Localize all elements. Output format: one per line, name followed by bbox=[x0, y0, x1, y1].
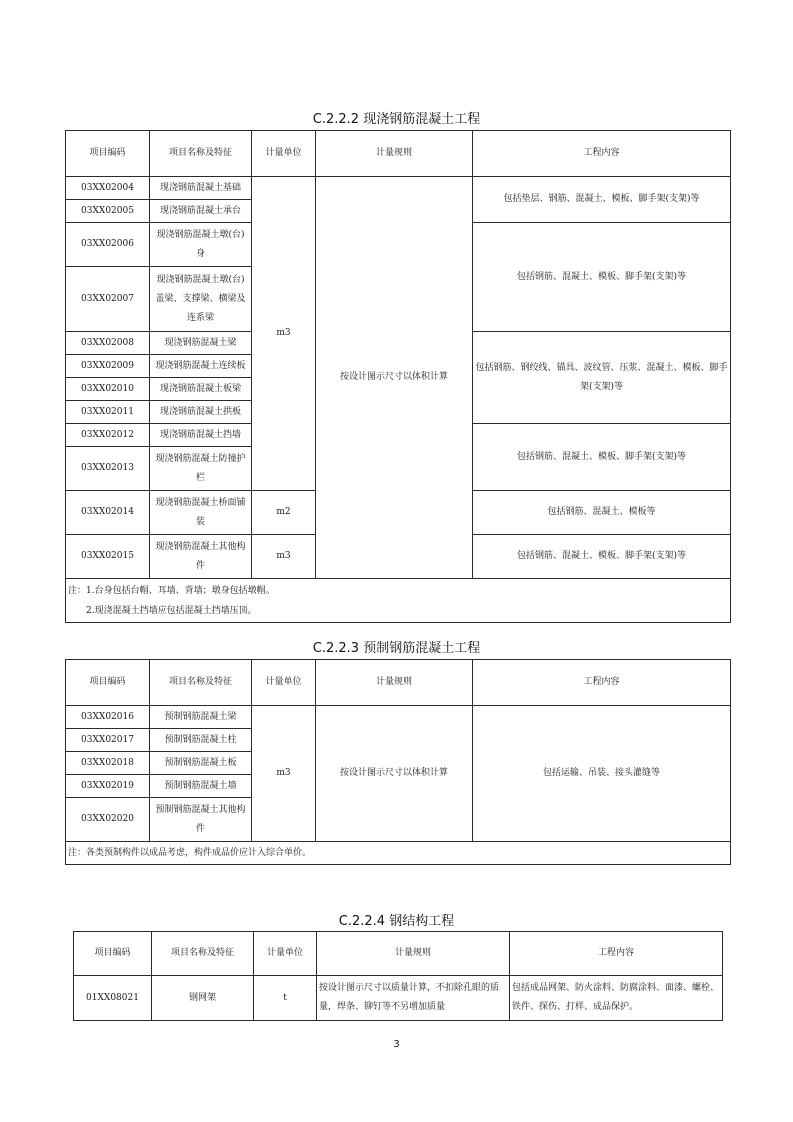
item-code: 03XX02016 bbox=[66, 706, 150, 729]
table-precast bbox=[65, 659, 731, 865]
work-cell: 包括钢筋、混凝土、模板、脚手架(支架)等 bbox=[473, 535, 731, 579]
item-code: 01XX08021 bbox=[74, 976, 152, 1021]
item-name: 现浇钢筋混凝土桥面铺装 bbox=[150, 491, 252, 535]
unit-cell: t bbox=[254, 976, 317, 1021]
table-steel bbox=[73, 931, 723, 1021]
unit-cell: m2 bbox=[252, 491, 316, 535]
section-title-c223: C.2.2.3 预制钢筋混凝土工程 bbox=[312, 641, 481, 656]
item-name: 现浇钢筋混凝土拱板 bbox=[150, 401, 252, 424]
item-name: 现浇钢筋混凝土防撞护栏 bbox=[150, 447, 252, 491]
header-code: 项目编码 bbox=[66, 660, 150, 706]
unit-cell: m3 bbox=[252, 535, 316, 579]
header-rule: 计量规则 bbox=[316, 660, 473, 706]
item-code: 03XX02018 bbox=[66, 752, 150, 775]
work-cell: 包括运输、吊装、接头灌缝等 bbox=[473, 706, 731, 842]
table-header-row bbox=[74, 932, 723, 976]
header-work: 工程内容 bbox=[473, 131, 731, 177]
header-unit: 计量单位 bbox=[252, 131, 316, 177]
table-row bbox=[66, 706, 731, 729]
item-name: 预制钢筋混凝土柱 bbox=[150, 729, 252, 752]
table-row bbox=[74, 976, 723, 1021]
page-number: 3 bbox=[393, 1039, 400, 1050]
item-name: 钢网架 bbox=[152, 976, 254, 1021]
header-rule: 计量规则 bbox=[317, 932, 510, 976]
work-cell: 包括钢筋、混凝土、模板、脚手架(支架)等 bbox=[473, 424, 731, 491]
item-code: 03XX02011 bbox=[66, 401, 150, 424]
item-name: 现浇钢筋混凝土板梁 bbox=[150, 378, 252, 401]
unit-cell: m3 bbox=[252, 177, 316, 491]
table-note bbox=[66, 579, 731, 623]
header-code: 项目编码 bbox=[74, 932, 152, 976]
item-code: 03XX02010 bbox=[66, 378, 150, 401]
item-name: 现浇钢筋混凝土墩(台)身 bbox=[150, 223, 252, 267]
work-cell: 包括钢筋、钢绞线、锚具、波纹管、压浆、混凝土、模板、脚手架(支架)等 bbox=[473, 332, 731, 424]
header-name: 项目名称及特征 bbox=[152, 932, 254, 976]
rule-cell: 按设计图示尺寸以质量计算，不扣除孔眼的质量，焊条、铆钉等不另增加质量 bbox=[317, 976, 510, 1021]
section-title-c224: C.2.2.4 钢结构工程 bbox=[338, 914, 455, 929]
note-line-1: 注：1.台身包括台帽、耳墙、背墙；墩身包括墩帽。 bbox=[68, 585, 275, 596]
work-cell: 包括钢筋、混凝土、模板、脚手架(支架)等 bbox=[473, 223, 731, 332]
rule-cell: 按设计图示尺寸以体积计算 bbox=[316, 706, 473, 842]
item-code: 03XX02013 bbox=[66, 447, 150, 491]
item-code: 03XX02015 bbox=[66, 535, 150, 579]
item-code: 03XX02004 bbox=[66, 177, 150, 200]
item-name: 现浇钢筋混凝土墩(台)盖梁、支撑梁、横梁及连系梁 bbox=[150, 267, 252, 332]
note-row bbox=[66, 842, 731, 865]
header-work: 工程内容 bbox=[510, 932, 723, 976]
item-name: 现浇钢筋混凝土连续板 bbox=[150, 355, 252, 378]
item-name: 现浇钢筋混凝土梁 bbox=[150, 332, 252, 355]
work-cell: 包括垫层、钢筋、混凝土、模板、脚手架(支架)等 bbox=[473, 177, 731, 223]
item-code: 03XX02019 bbox=[66, 775, 150, 798]
item-name: 现浇钢筋混凝土其他构件 bbox=[150, 535, 252, 579]
item-name: 预制钢筋混凝土板 bbox=[150, 752, 252, 775]
item-code: 03XX02020 bbox=[66, 798, 150, 842]
item-name: 预制钢筋混凝土其他构件 bbox=[150, 798, 252, 842]
work-cell: 包括钢筋、混凝土、模板等 bbox=[473, 491, 731, 535]
table-row bbox=[66, 177, 731, 200]
header-unit: 计量单位 bbox=[252, 660, 316, 706]
note-line-2: 2.现浇混凝土挡墙应包括混凝土挡墙压顶。 bbox=[86, 605, 257, 616]
note-row bbox=[66, 579, 731, 623]
header-rule: 计量规则 bbox=[316, 131, 473, 177]
header-work: 工程内容 bbox=[473, 660, 731, 706]
rule-cell: 按设计图示尺寸以体积计算 bbox=[316, 177, 473, 579]
item-code: 03XX02007 bbox=[66, 267, 150, 332]
item-name: 现浇钢筋混凝土挡墙 bbox=[150, 424, 252, 447]
table-note: 注：各类预制构件以成品考虑，构件成品价应计入综合单价。 bbox=[66, 842, 731, 865]
item-name: 现浇钢筋混凝土承台 bbox=[150, 200, 252, 223]
section-title-c222: C.2.2.2 现浇钢筋混凝土工程 bbox=[312, 112, 481, 127]
item-code: 03XX02009 bbox=[66, 355, 150, 378]
item-code: 03XX02008 bbox=[66, 332, 150, 355]
header-unit: 计量单位 bbox=[254, 932, 317, 976]
item-name: 预制钢筋混凝土梁 bbox=[150, 706, 252, 729]
table-header-row bbox=[66, 131, 731, 177]
item-code: 03XX02005 bbox=[66, 200, 150, 223]
item-name: 现浇钢筋混凝土基础 bbox=[150, 177, 252, 200]
table-cast-in-place bbox=[65, 130, 731, 623]
work-cell: 包括成品网架、防火涂料、防腐涂料、面漆、螺栓、铁件、探伤、打样、成品保护。 bbox=[510, 976, 723, 1021]
header-code: 项目编码 bbox=[66, 131, 150, 177]
item-code: 03XX02014 bbox=[66, 491, 150, 535]
item-code: 03XX02006 bbox=[66, 223, 150, 267]
header-name: 项目名称及特征 bbox=[150, 131, 252, 177]
item-code: 03XX02012 bbox=[66, 424, 150, 447]
unit-cell: m3 bbox=[252, 706, 316, 842]
item-code: 03XX02017 bbox=[66, 729, 150, 752]
item-name: 预制钢筋混凝土墙 bbox=[150, 775, 252, 798]
table-header-row bbox=[66, 660, 731, 706]
header-name: 项目名称及特征 bbox=[150, 660, 252, 706]
